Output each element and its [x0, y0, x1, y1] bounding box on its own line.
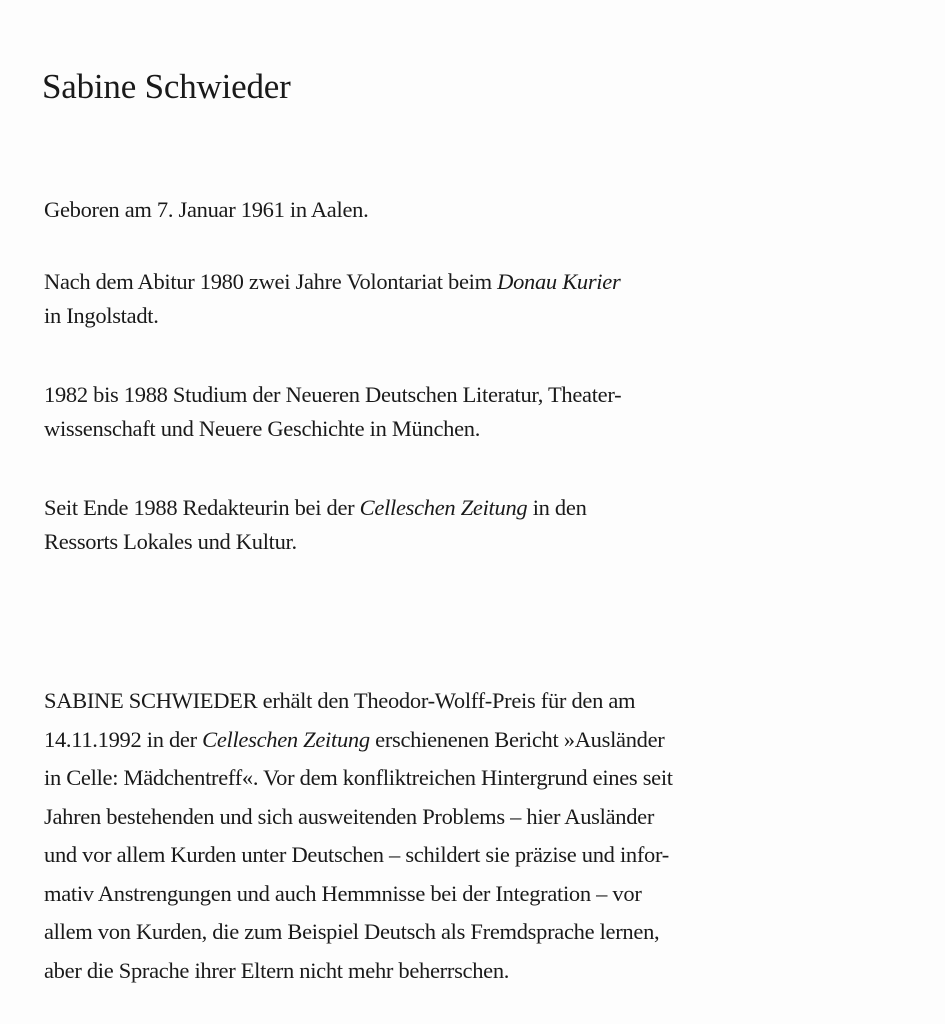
newspaper-name: Celleschen Zeitung [359, 495, 528, 520]
text-line: in Celle: Mädchentreff«. Vor dem konfliktreichen Hintergrund eines seit [44, 765, 673, 790]
text-line: und vor allem Kurden unter Deutschen – schildert sie präzise und infor- [44, 842, 669, 867]
bio-birth-paragraph [44, 193, 368, 227]
text-segment: in den [527, 495, 587, 520]
page-title: Sabine Schwieder [42, 67, 291, 106]
text-line: Geboren am 7. Januar 1961 in Aalen. [44, 197, 369, 222]
text-line [44, 265, 620, 299]
text-line: allem von Kurden, die zum Beispiel Deutsch als Fremdsprache lernen, [44, 919, 660, 944]
text-line: SABINE SCHWIEDER erhält den Theodor-Wolff-Preis für den am [44, 688, 636, 713]
text-segment: Seit Ende 1988 Redakteurin bei der [44, 495, 360, 520]
text-line [44, 491, 587, 525]
award-paragraph [44, 682, 673, 990]
text-segment: 14.11.1992 in der [44, 726, 203, 752]
text-line: 1982 bis 1988 Studium der Neueren Deutschen Literatur, Theater- [44, 382, 622, 407]
text-line: wissenschaft und Neuere Geschichte in München. [44, 416, 481, 441]
text-line: Jahren bestehenden und sich ausweitenden Problems – hier Ausländer [44, 803, 655, 829]
bio-studies-paragraph [44, 378, 621, 446]
text-line: in Ingolstadt. [44, 303, 159, 328]
text-segment: erschienenen Bericht »Ausländer [369, 726, 665, 752]
bio-career-paragraph [44, 491, 587, 559]
text-line: aber die Sprache ihrer Eltern nicht mehr beherrschen. [44, 957, 510, 983]
newspaper-name: Donau Kurier [497, 269, 621, 294]
newspaper-name: Celleschen Zeitung [202, 726, 370, 752]
text-line: Ressorts Lokales und Kultur. [44, 529, 297, 554]
bio-education-paragraph [44, 265, 620, 333]
text-line [44, 721, 673, 760]
text-segment: Nach dem Abitur 1980 zwei Jahre Volontariat beim [44, 269, 498, 294]
text-line: mativ Anstrengungen und auch Hemmnisse bei der Integration – vor [44, 880, 642, 906]
